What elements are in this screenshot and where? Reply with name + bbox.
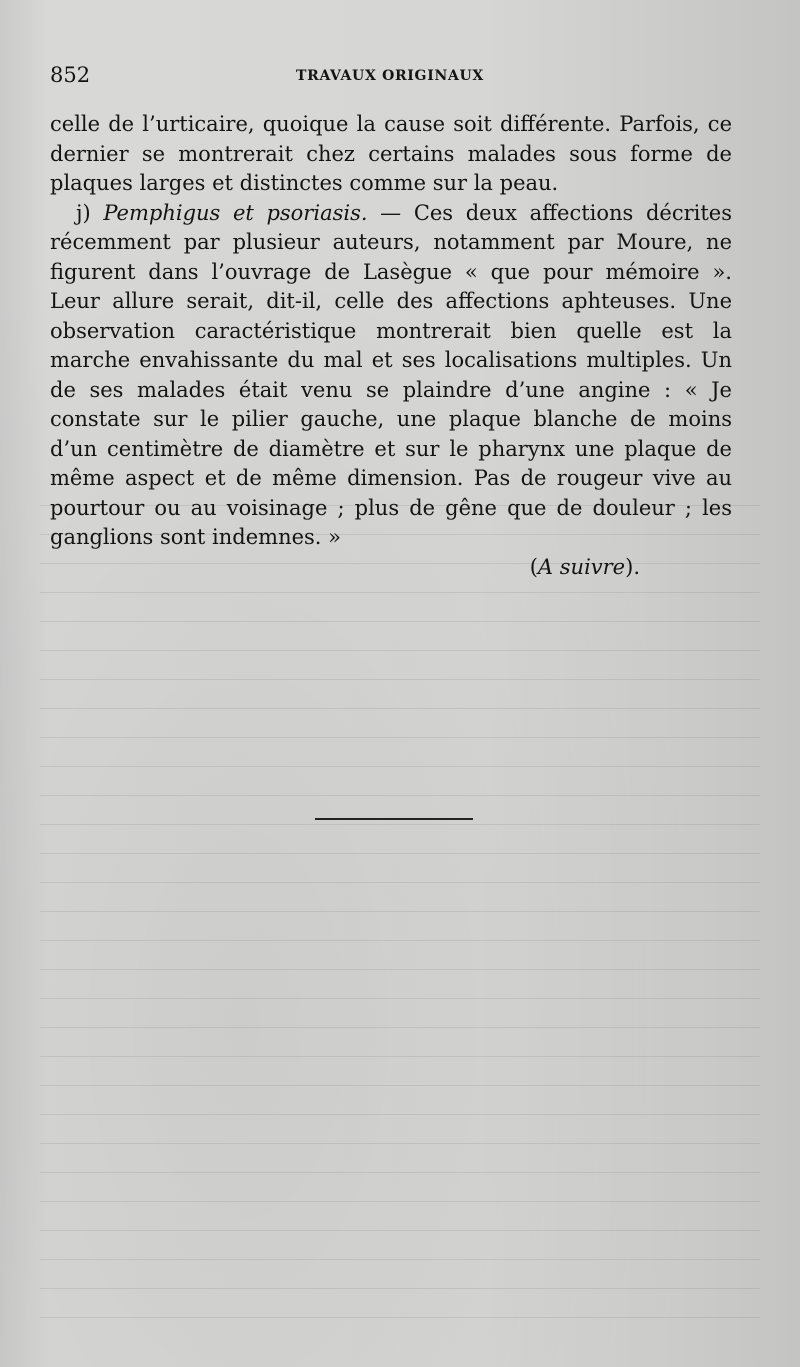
sign-off-text: A suivre	[537, 554, 626, 579]
page-header	[50, 58, 730, 92]
running-title: TRAVAUX ORIGINAUX	[296, 68, 484, 84]
page-number: 852	[50, 63, 91, 87]
section-dash: —	[380, 200, 402, 225]
to-be-continued	[50, 553, 732, 583]
paragraph-pemphigus	[50, 199, 732, 553]
sign-off-close: ).	[625, 554, 640, 579]
section-label: j)	[76, 200, 91, 225]
paragraph-urticaire: celle de l’urticaire, quoique la cause soit différente. Parfois, ce dernier se montrerait chez certains malades sous forme de plaques larges et distinctes comme sur la peau.	[50, 112, 732, 195]
sign-off-open: (	[529, 554, 538, 579]
section-text: Ces deux affections décrites récemment par plusieur auteurs, notamment par Moure, ne figurent dans l’ouvrage de Lasègue « que pour mémoire ». Leur allure serait, dit-il, celle des affections aphteuses. Une observation caractéristique montrerait bien quelle est la marche envahissante du mal et ses localisations multiples. Un de ses malades était venu se plaindre d’une angine : « Je constate sur le pilier gauche, une plaque blanche de moins d’un centimètre de diamètre et sur le pharynx une plaque de même aspect et de même dimension. Pas de rougeur vive au pourtour ou au voisinage ; plus de gêne que de douleur ; les ganglions sont indemnes. »	[50, 200, 732, 549]
section-end-rule	[315, 818, 473, 820]
bleed-through-texture	[40, 505, 760, 1325]
body-text	[50, 110, 732, 582]
section-title: Pemphigus et psoriasis.	[103, 200, 368, 225]
